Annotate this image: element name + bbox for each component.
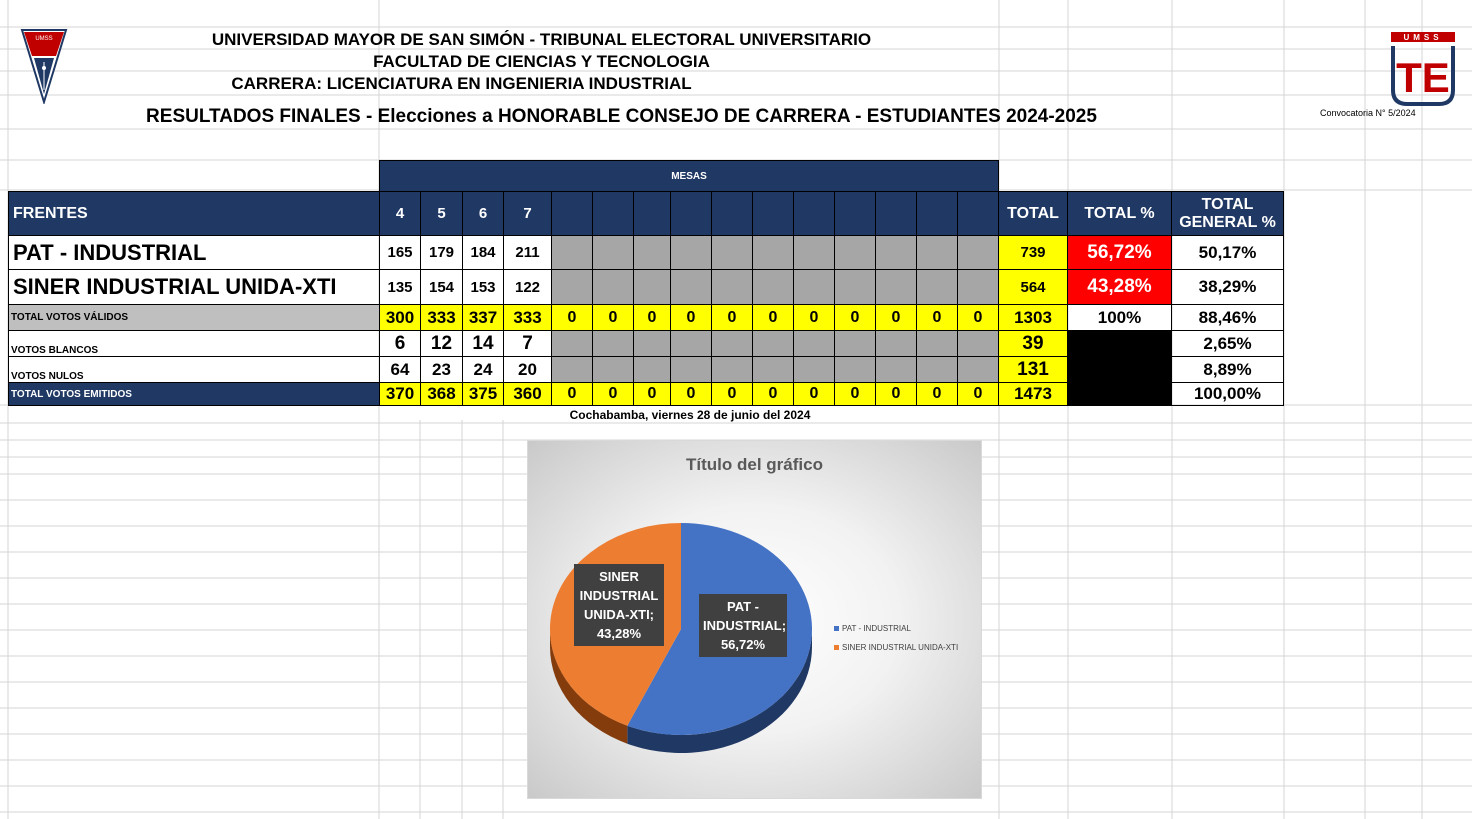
- tribunal-electoral-logo: [1389, 32, 1457, 106]
- empty-mesa-cell: [712, 236, 753, 270]
- total-pct-cell: 100%: [1068, 305, 1172, 331]
- legend-swatch-pat: [834, 626, 839, 631]
- empty-mesa-cell: [794, 331, 835, 357]
- vote-cell: 23: [421, 357, 463, 383]
- te-logo-letters: TE: [1396, 54, 1450, 101]
- vote-cell: 375: [463, 383, 504, 406]
- total-cell: 739: [999, 236, 1068, 270]
- data-label-siner-text: SINER INDUSTRIAL UNIDA-XTI; 43,28%: [579, 569, 659, 641]
- zero-cell: 0: [712, 305, 753, 331]
- zero-cell: 0: [958, 383, 999, 406]
- career-title: CARRERA: LICENCIATURA EN INGENIERIA INDUSTRIAL: [231, 74, 692, 93]
- table-row-blancos: [9, 331, 1284, 357]
- mesas-header-row: [9, 161, 1284, 192]
- row-label: TOTAL VOTOS EMITIDOS: [9, 383, 380, 406]
- empty-mesa-cell: [876, 331, 917, 357]
- empty-mesa-cell: [958, 331, 999, 357]
- zero-cell: 0: [552, 305, 593, 331]
- mesa-header-empty: [634, 192, 671, 236]
- vote-cell: 337: [463, 305, 504, 331]
- legend-swatch-siner: [834, 645, 839, 650]
- zero-cell: 0: [671, 305, 712, 331]
- empty-mesa-cell: [958, 236, 999, 270]
- empty-mesa-cell: [876, 236, 917, 270]
- vote-cell: 179: [421, 236, 463, 270]
- table-row-emitidos: [9, 383, 1284, 406]
- zero-cell: 0: [958, 305, 999, 331]
- table-row-validos: [9, 305, 1284, 331]
- mesa-header-empty: [671, 192, 712, 236]
- empty-mesa-cell: [917, 236, 958, 270]
- total-pct-header: TOTAL %: [1068, 192, 1172, 236]
- zero-cell: 0: [671, 383, 712, 406]
- row-label: TOTAL VOTOS VÁLIDOS: [9, 305, 380, 331]
- zero-cell: 0: [917, 305, 958, 331]
- mesa-header-empty: [593, 192, 634, 236]
- empty-mesa-cell: [712, 270, 753, 305]
- legend-item-siner[interactable]: [834, 643, 958, 652]
- empty-mesa-cell: [917, 357, 958, 383]
- total-general-cell: 8,89%: [1172, 357, 1284, 383]
- empty-mesa-cell: [753, 270, 794, 305]
- zero-cell: 0: [917, 383, 958, 406]
- empty-mesa-cell: [835, 357, 876, 383]
- empty-mesa-cell: [835, 236, 876, 270]
- mesa-header-empty: [753, 192, 794, 236]
- empty-mesa-cell: [794, 270, 835, 305]
- vote-cell: 24: [463, 357, 504, 383]
- vote-cell: 122: [504, 270, 552, 305]
- zero-cell: 0: [835, 383, 876, 406]
- vote-cell: 6: [380, 331, 421, 357]
- total-cell: 1473: [999, 383, 1068, 406]
- empty-mesa-cell: [634, 270, 671, 305]
- vote-cell: 370: [380, 383, 421, 406]
- empty-mesa-cell: [552, 331, 593, 357]
- row-label: VOTOS NULOS: [9, 357, 380, 383]
- empty-mesa-cell: [712, 331, 753, 357]
- mesas-header: MESAS: [380, 161, 999, 192]
- total-general-cell: 100,00%: [1172, 383, 1284, 406]
- convocatoria-number: Convocatoria N° 5/2024: [1320, 108, 1416, 118]
- empty-cell: [9, 161, 380, 192]
- empty-mesa-cell: [876, 357, 917, 383]
- row-label: VOTOS BLANCOS: [9, 331, 380, 357]
- empty-mesa-cell: [753, 236, 794, 270]
- empty-mesa-cell: [634, 236, 671, 270]
- total-pct-cell: 56,72%: [1068, 236, 1172, 270]
- empty-mesa-cell: [753, 357, 794, 383]
- mesa-header-empty: [712, 192, 753, 236]
- empty-mesa-cell: [794, 357, 835, 383]
- empty-mesa-cell: [634, 331, 671, 357]
- total-general-cell: 38,29%: [1172, 270, 1284, 305]
- vote-cell: 184: [463, 236, 504, 270]
- vote-cell: 20: [504, 357, 552, 383]
- footer-date: Cochabamba, viernes 28 de junio del 2024: [569, 408, 811, 422]
- blacked-out-cell: [1068, 383, 1172, 406]
- total-cell: 564: [999, 270, 1068, 305]
- empty-mesa-cell: [593, 270, 634, 305]
- empty-mesa-cell: [671, 331, 712, 357]
- mesa-header-empty: [876, 192, 917, 236]
- total-general-cell: 2,65%: [1172, 331, 1284, 357]
- mesa-header-empty: [835, 192, 876, 236]
- vote-cell: 165: [380, 236, 421, 270]
- zero-cell: 0: [552, 383, 593, 406]
- total-cell: 1303: [999, 305, 1068, 331]
- data-label-siner: [574, 564, 664, 646]
- blacked-out-cell: [1068, 357, 1172, 383]
- frente-label: PAT - INDUSTRIAL: [9, 236, 380, 270]
- mesa-header-empty: [794, 192, 835, 236]
- data-label-pat: [699, 594, 787, 657]
- legend-label-pat: PAT - INDUSTRIAL: [842, 624, 911, 633]
- zero-cell: 0: [876, 383, 917, 406]
- table-row-siner: [9, 270, 1284, 305]
- empty-mesa-cell: [753, 331, 794, 357]
- empty-mesa-cell: [835, 270, 876, 305]
- results-title: RESULTADOS FINALES - Elecciones a HONORABLE CONSEJO DE CARRERA - ESTUDIANTES 2024-2025: [146, 106, 1097, 127]
- empty-mesa-cell: [593, 331, 634, 357]
- mesa-header: 4: [380, 192, 421, 236]
- zero-cell: 0: [876, 305, 917, 331]
- vote-cell: 300: [380, 305, 421, 331]
- empty-mesa-cell: [794, 236, 835, 270]
- mesa-header: 7: [504, 192, 552, 236]
- mesa-header-empty: [917, 192, 958, 236]
- zero-cell: 0: [753, 383, 794, 406]
- vote-cell: 64: [380, 357, 421, 383]
- mesa-header: 5: [421, 192, 463, 236]
- vote-cell: 7: [504, 331, 552, 357]
- vote-cell: 333: [504, 305, 552, 331]
- zero-cell: 0: [794, 383, 835, 406]
- umss-logo-text: UMSS: [35, 36, 53, 42]
- election-results-table: [8, 160, 1284, 406]
- empty-mesa-cell: [712, 357, 753, 383]
- zero-cell: 0: [593, 305, 634, 331]
- vote-cell: 368: [421, 383, 463, 406]
- column-header-row: [9, 192, 1284, 236]
- empty-mesa-cell: [552, 236, 593, 270]
- total-general-header: TOTAL GENERAL %: [1172, 192, 1284, 236]
- faculty-title: FACULTAD DE CIENCIAS Y TECNOLOGIA: [373, 52, 710, 71]
- table-row-pat: [9, 236, 1284, 270]
- mesa-header-empty: [958, 192, 999, 236]
- vote-cell: 135: [380, 270, 421, 305]
- mesa-header: 6: [463, 192, 504, 236]
- total-general-cell: 88,46%: [1172, 305, 1284, 331]
- empty-mesa-cell: [958, 357, 999, 383]
- empty-mesa-cell: [917, 331, 958, 357]
- zero-cell: 0: [634, 383, 671, 406]
- vote-cell: 360: [504, 383, 552, 406]
- empty-mesa-cell: [634, 357, 671, 383]
- data-label-pat-text: PAT - INDUSTRIAL; 56,72%: [703, 599, 787, 652]
- zero-cell: 0: [835, 305, 876, 331]
- empty-cell: [999, 161, 1284, 192]
- empty-mesa-cell: [671, 357, 712, 383]
- empty-mesa-cell: [958, 270, 999, 305]
- legend-item-pat[interactable]: [834, 624, 911, 633]
- empty-mesa-cell: [671, 236, 712, 270]
- table-row-nulos: [9, 357, 1284, 383]
- zero-cell: 0: [753, 305, 794, 331]
- blacked-out-cell: [1068, 331, 1172, 357]
- empty-mesa-cell: [552, 270, 593, 305]
- legend-label-siner: SINER INDUSTRIAL UNIDA-XTI: [842, 643, 959, 652]
- empty-mesa-cell: [593, 357, 634, 383]
- chart-title: Título del gráfico: [686, 455, 823, 474]
- empty-mesa-cell: [593, 236, 634, 270]
- total-pct-cell: 43,28%: [1068, 270, 1172, 305]
- vote-cell: 153: [463, 270, 504, 305]
- vote-cell: 333: [421, 305, 463, 331]
- empty-mesa-cell: [552, 357, 593, 383]
- zero-cell: 0: [794, 305, 835, 331]
- vote-cell: 154: [421, 270, 463, 305]
- total-cell: 131: [999, 357, 1068, 383]
- empty-mesa-cell: [671, 270, 712, 305]
- te-logo-umss-text: UMSS: [1403, 33, 1443, 42]
- zero-cell: 0: [712, 383, 753, 406]
- empty-mesa-cell: [917, 270, 958, 305]
- pie-chart[interactable]: [527, 440, 982, 799]
- zero-cell: 0: [634, 305, 671, 331]
- vote-cell: 12: [421, 331, 463, 357]
- frentes-header: FRENTES: [9, 192, 380, 236]
- total-general-cell: 50,17%: [1172, 236, 1284, 270]
- frente-label: SINER INDUSTRIAL UNIDA-XTI: [9, 270, 380, 305]
- empty-mesa-cell: [835, 331, 876, 357]
- vote-cell: 14: [463, 331, 504, 357]
- mesa-header-empty: [552, 192, 593, 236]
- empty-mesa-cell: [876, 270, 917, 305]
- total-header: TOTAL: [999, 192, 1068, 236]
- total-cell: 39: [999, 331, 1068, 357]
- zero-cell: 0: [593, 383, 634, 406]
- university-title: UNIVERSIDAD MAYOR DE SAN SIMÓN - TRIBUNAL ELECTORAL UNIVERSITARIO: [211, 30, 872, 49]
- vote-cell: 211: [504, 236, 552, 270]
